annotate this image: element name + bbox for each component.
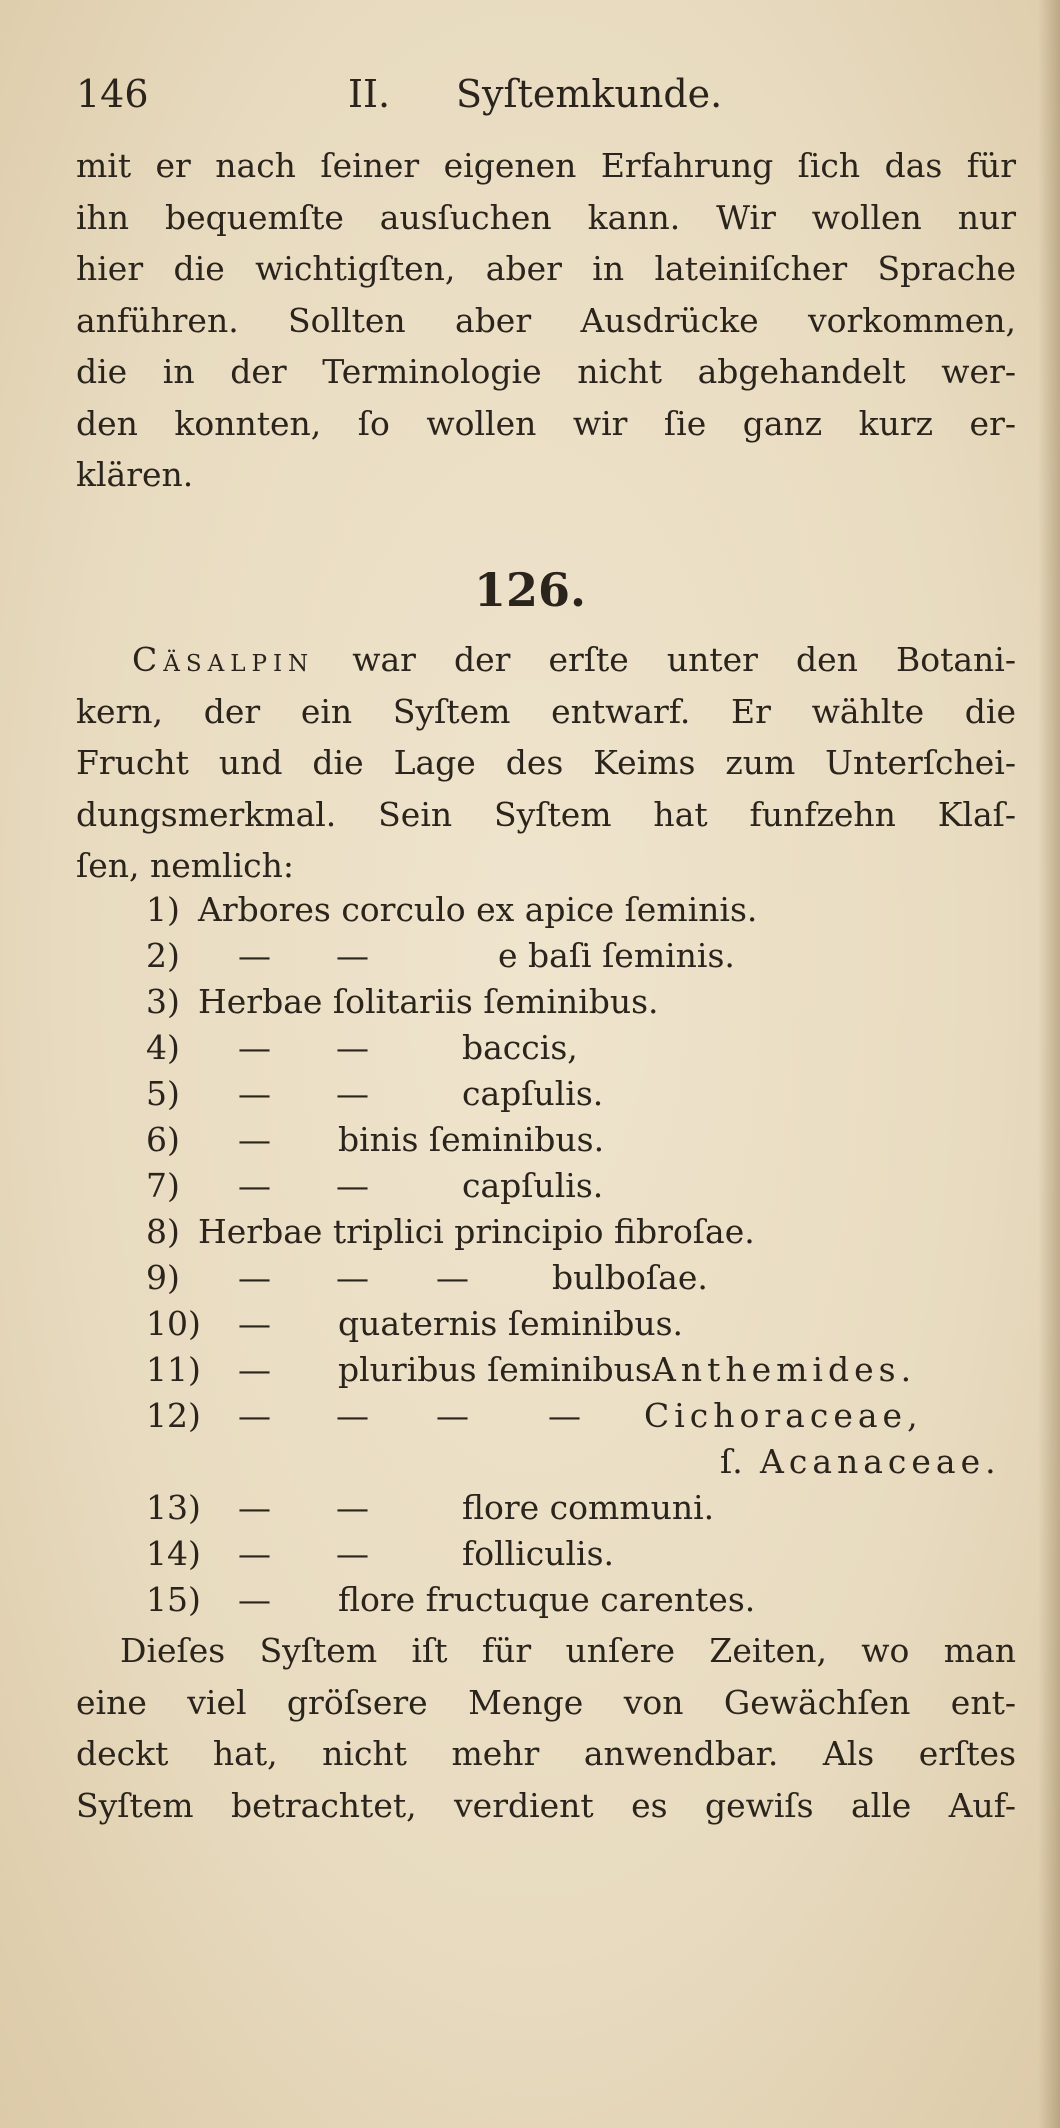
item-number: 14)	[146, 1534, 201, 1573]
ditto-dash: —	[336, 1396, 369, 1435]
text-line	[76, 634, 1016, 686]
text-line: ſen, nemlich:	[76, 846, 295, 885]
item-text: capſulis.	[462, 1074, 604, 1113]
ditto-dash: —	[336, 1258, 369, 1297]
item-number: 12)	[146, 1396, 201, 1435]
item-text: pluribus ſeminibus	[338, 1350, 652, 1389]
item-text: Herbae triplici principio fibroſae.	[198, 1212, 755, 1251]
class-item	[146, 1258, 1030, 1306]
page-edge-shadow	[1038, 0, 1060, 2128]
ditto-dash: —	[238, 1580, 271, 1619]
text-line: die in der Terminologie nicht abgehandelt wer-	[76, 352, 1016, 391]
class-item	[146, 1580, 1030, 1628]
item-text: Acanaceae.	[760, 1442, 1001, 1481]
text-line: anführen. Sollten aber Ausdrücke vorkommen,	[76, 300, 1016, 340]
item-number: 6)	[146, 1120, 180, 1159]
item-text: quaternis ſeminibus.	[338, 1304, 684, 1343]
item-number: 8)	[146, 1212, 180, 1251]
class-item	[146, 1488, 1030, 1536]
ditto-dash: —	[238, 1304, 271, 1343]
class-item	[146, 936, 1030, 984]
ditto-dash: —	[238, 1166, 271, 1205]
item-text: Anthemides.	[652, 1350, 917, 1389]
item-text: flore communi.	[462, 1488, 715, 1527]
class-item	[146, 1304, 1030, 1352]
item-number: 11)	[146, 1350, 201, 1389]
item-number: 2)	[146, 936, 180, 975]
item-text: baccis,	[462, 1028, 578, 1067]
text-line: ihn bequemſte ausſuchen kann. Wir wollen nur	[76, 197, 1016, 237]
text-line: Syſtem betrachtet, verdient es gewiſs alle Auf-	[76, 1785, 1016, 1825]
text-fragment: war der erſte unter den Botani-	[352, 640, 1017, 679]
ditto-dash: —	[336, 1166, 369, 1205]
section-number: 126.	[473, 563, 587, 617]
text-line: Dieſes Syſtem iſt für unſere Zeiten, wo man	[120, 1631, 1016, 1670]
class-item	[146, 1028, 1030, 1076]
ditto-dash: —	[238, 1258, 271, 1297]
ditto-dash: —	[436, 1396, 469, 1435]
item-number: 10)	[146, 1304, 201, 1343]
item-number: 13)	[146, 1488, 201, 1527]
class-item	[146, 1166, 1030, 1214]
item-text: ſ.	[720, 1442, 743, 1481]
text-line: eine viel gröſsere Menge von Gewächſen ent-	[76, 1682, 1016, 1722]
text-line: kern, der ein Syſtem entwarf. Er wählte die	[76, 691, 1016, 731]
ditto-dash: —	[238, 1120, 271, 1159]
chapter-number: II.	[348, 72, 391, 116]
class-item	[150, 1442, 1030, 1490]
item-text: bulboſae.	[552, 1258, 708, 1297]
item-text: Arbores corculo ex apice ſeminis.	[198, 890, 758, 929]
ditto-dash: —	[238, 1396, 271, 1435]
closing-paragraph	[76, 1625, 1016, 1831]
intro-paragraph	[76, 140, 1016, 501]
text-line: dungsmerkmal. Sein Syſtem hat funfzehn Klaſ-	[76, 794, 1016, 834]
ditto-dash: —	[238, 1074, 271, 1113]
item-number: 7)	[146, 1166, 180, 1205]
item-number: 4)	[146, 1028, 180, 1067]
class-item	[146, 1396, 1030, 1444]
class-list	[146, 890, 1030, 1620]
text-line: hier die wichtigſten, aber in lateiniſcher Sprache	[76, 249, 1016, 288]
item-number: 9)	[146, 1258, 180, 1297]
running-header	[76, 72, 1016, 132]
item-number: 1)	[146, 890, 180, 929]
class-item	[146, 1350, 1030, 1398]
ditto-dash: —	[238, 936, 271, 975]
class-item	[146, 890, 1030, 938]
ditto-dash: —	[238, 1350, 271, 1389]
ditto-dash: —	[548, 1396, 581, 1435]
text-line: den konnten, ſo wollen wir ſie ganz kurz er-	[76, 403, 1016, 443]
class-item	[146, 1120, 1030, 1168]
running-title: Syſtemkunde.	[456, 72, 723, 116]
class-item	[146, 1534, 1030, 1582]
section-paragraph	[76, 634, 1016, 892]
ditto-dash: —	[436, 1258, 469, 1297]
item-text: folliculis.	[462, 1534, 615, 1573]
text-line: Frucht und die Lage des Keims zum Unterſchei-	[76, 743, 1016, 782]
item-text: capſulis.	[462, 1166, 604, 1205]
item-text: Herbae ſolitariis ſeminibus.	[198, 982, 659, 1021]
class-item	[146, 1212, 1030, 1260]
ditto-dash: —	[336, 1074, 369, 1113]
text-line: klären.	[76, 455, 194, 494]
item-text: Cichoraceae,	[644, 1396, 923, 1435]
class-item	[146, 1074, 1030, 1122]
item-number: 3)	[146, 982, 180, 1021]
item-text: binis ſeminibus.	[338, 1120, 605, 1159]
class-item	[146, 982, 1030, 1030]
text-line: deckt hat, nicht mehr anwendbar. Als erſtes	[76, 1734, 1016, 1773]
item-number: 15)	[146, 1580, 201, 1619]
ditto-dash: —	[336, 936, 369, 975]
ditto-dash: —	[336, 1488, 369, 1527]
text-line: mit er nach ſeiner eigenen Erfahrung ſich das für	[76, 146, 1016, 185]
author-name: Cäsalpin	[132, 640, 315, 679]
ditto-dash: —	[336, 1534, 369, 1573]
ditto-dash: —	[238, 1534, 271, 1573]
ditto-dash: —	[336, 1028, 369, 1067]
item-text: flore fructuque carentes.	[338, 1580, 756, 1619]
ditto-dash: —	[238, 1028, 271, 1067]
item-number: 5)	[146, 1074, 180, 1113]
ditto-dash: —	[238, 1488, 271, 1527]
page-number: 146	[76, 72, 149, 116]
item-text: e baſi ſeminis.	[498, 936, 735, 975]
